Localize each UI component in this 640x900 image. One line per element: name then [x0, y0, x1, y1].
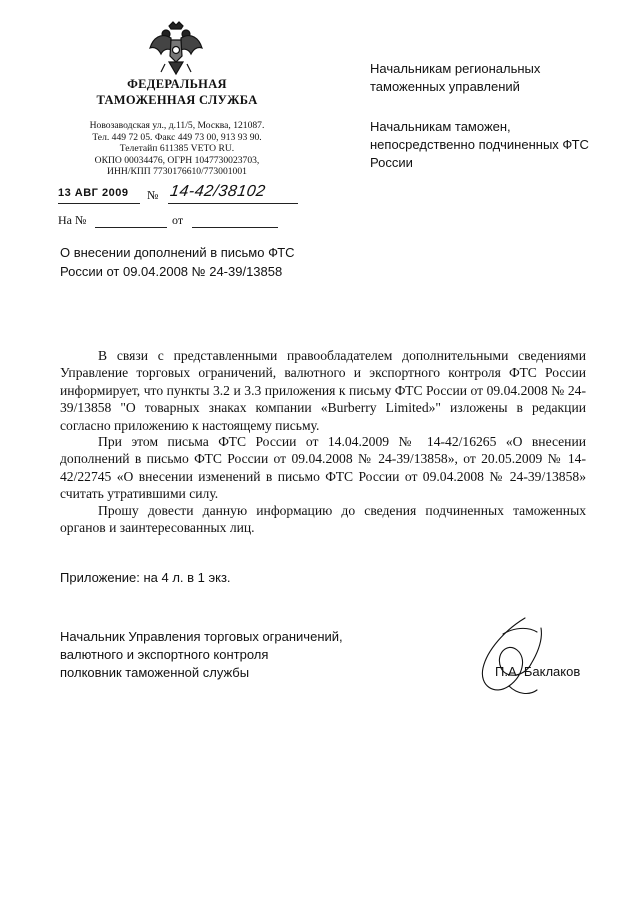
signer-name: П.А. Баклаков [495, 664, 581, 679]
attachment-note: Приложение: на 4 л. в 1 экз. [60, 570, 231, 585]
eagle-emblem-icon [147, 20, 205, 80]
number-underline [168, 203, 298, 204]
handwritten-signature [465, 610, 565, 702]
address-line: ОКПО 00034476, ОГРН 1047730023703, [94, 154, 260, 166]
address-line: Новозаводская ул., д.11/5, Москва, 121087. [89, 120, 265, 131]
recipient: Начальникам региональных таможенных управлений [370, 61, 541, 94]
signer-title-line3: полковник таможенной службы [60, 665, 250, 680]
body-paragraph: При этом письма ФТС России от 14.04.2009 № 14-42/16265 «О внесении дополнений в письмо ФТС России от 09.04.2008 № 24-39/13858», от 20.05.2009 № 14-42/22745 «О внесении изменений в письмо ФТС России от 09.04.2008 № 24-39/13858» считать утратившими силу. [60, 434, 586, 502]
org-name-line1: ФЕДЕРАЛЬНАЯ [127, 77, 227, 91]
address-line: Телетайп 611385 VETO RU. [119, 143, 235, 155]
number-label: № [147, 188, 159, 202]
signer-title-line2: валютного и экспортного контроля [60, 647, 269, 662]
date-underline [58, 203, 140, 204]
registration-number: 14-42/38102 [168, 183, 267, 200]
reply-number-blank [95, 227, 167, 228]
address-line: ИНН/КПП 7730176610/773001001 [107, 166, 247, 178]
signer-title-line1: Начальник Управления торговых ограничений, [60, 629, 343, 644]
from-label: от [172, 213, 184, 227]
reply-date-blank [192, 227, 278, 228]
letter-subject: О внесении дополнений в письмо ФТС России от 09.04.2008 № 24-39/13858 [60, 245, 295, 279]
org-name-line2: ТАМОЖЕННАЯ СЛУЖБА [96, 93, 258, 107]
address-block [60, 120, 294, 178]
body-paragraph: Прошу довести данную информацию до сведения подчиненных таможенных органов и заинтересованных лиц. [60, 503, 586, 536]
address-line: Тел. 449 72 05. Факс 449 73 00, 913 93 90. [92, 131, 262, 143]
body-paragraph: В связи с представленными правообладателем дополнительными сведениями Управление торговых ограничений, валютного и экспортного контроля ФТС России информирует, что пункты 3.2 и 3.3 приложения к письму ФТС России от 09.04.2008 № 24-39/13858 "О товарных знаках компании «Burberry Limited»" изложены в редакции согласно приложению к настоящему письму. [60, 348, 586, 433]
recipient: Начальникам таможен, непосредственно подчиненных ФТС России [370, 119, 589, 170]
date-stamp: 13 АВГ 2009 [58, 187, 129, 199]
reply-to-label: На № [58, 213, 87, 227]
